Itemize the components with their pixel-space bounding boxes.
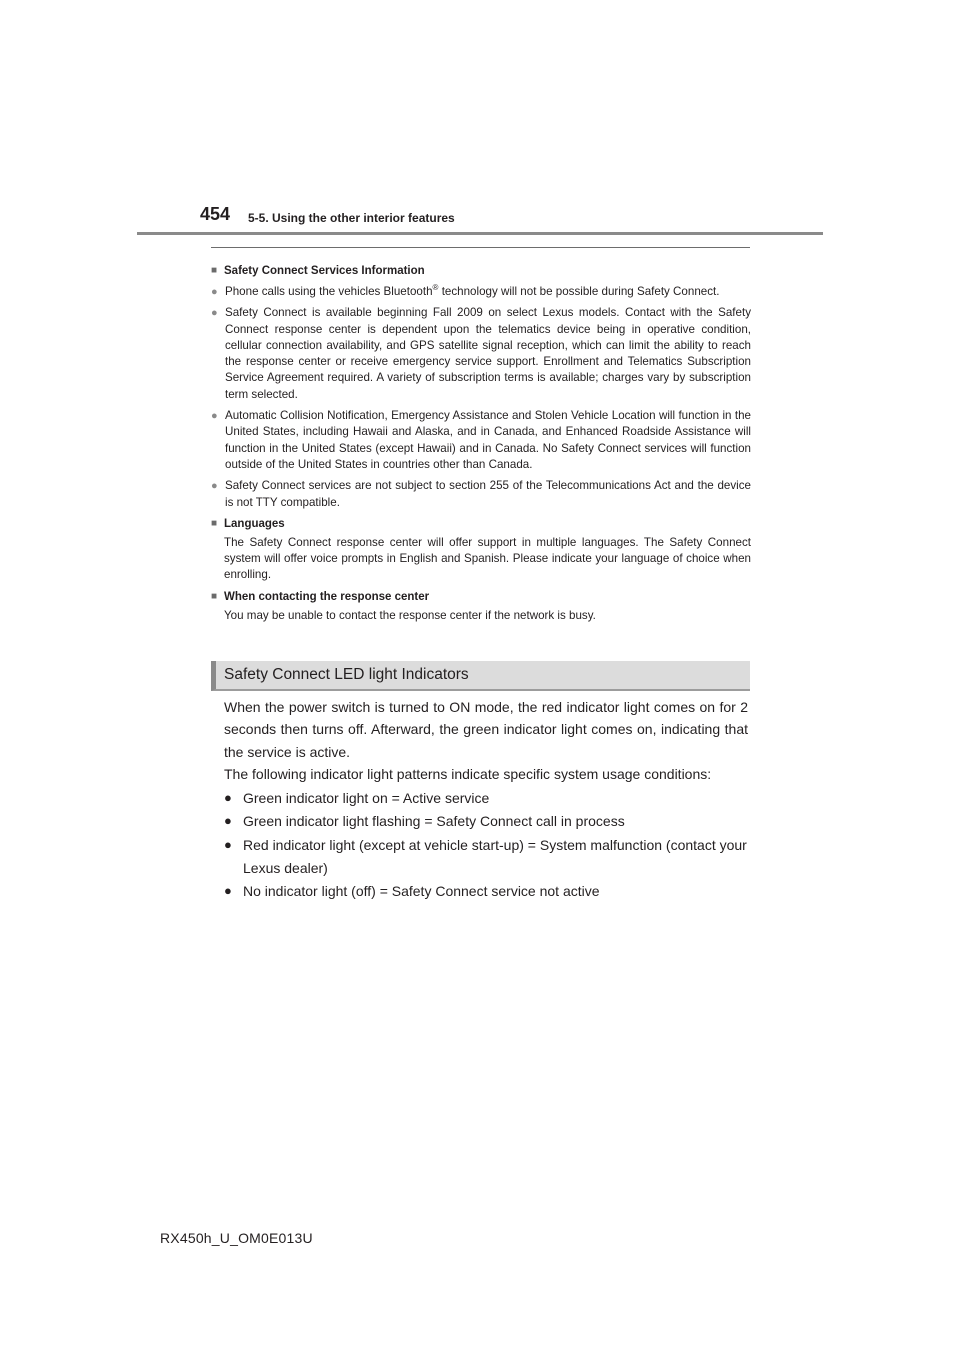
content-divider: [211, 247, 750, 248]
list-item: [211, 408, 751, 473]
section-title-bar: [211, 661, 750, 691]
page-number: 454: [200, 204, 231, 224]
page-header: [0, 0, 960, 240]
list-item: [211, 478, 751, 511]
note-heading-text: Safety Connect Services Information: [224, 265, 425, 277]
round-bullet-icon: ●: [211, 410, 218, 423]
list-item-text: Phone calls using the vehicles Bluetooth: [225, 285, 433, 298]
list-item-text: Green indicator light flashing = Safety Connect call in process: [243, 813, 625, 830]
list-item: [211, 284, 751, 300]
round-bullet-icon: ●: [224, 837, 232, 853]
footer-code: RX450h_U_OM0E013U: [160, 1230, 313, 1246]
note-heading-text: When contacting the response center: [224, 590, 430, 603]
round-bullet-icon: ●: [211, 480, 218, 493]
list-item: [211, 305, 751, 403]
round-bullet-icon: ●: [224, 883, 232, 899]
intro-paragraph: When the power switch is turned to ON mode, the red indicator light comes on for 2 seconds then turns off. Afterward, the green indicator light comes on, indicating that the service is active.: [224, 699, 748, 760]
note-paragraph: You may be unable to contact the response center if the network is busy.: [224, 608, 596, 622]
list-item-text: Red indicator light (except at vehicle start-up) = System malfunction (contact your Lexus dealer): [243, 837, 747, 876]
list-item-text: Automatic Collision Notification, Emergency Assistance and Stolen Vehicle Location will function in the United States, including Hawaii and Alaska, and in Canada, and Enhanced Roadside Assistance will function in the United States (except Hawaii) and in Canada. No Safety Connect services will function outside of the United States in countries other than Canada.: [225, 409, 751, 471]
round-bullet-icon: ●: [224, 789, 232, 805]
round-bullet-icon: ●: [211, 286, 218, 298]
note-paragraph: The Safety Connect response center will offer support in multiple languages. The Safety Connect system will offer voice prompts in English and Spanish. Please indicate your language of choice when enrolling.: [224, 535, 751, 582]
note-heading-languages: [211, 516, 751, 532]
list-item-text: Safety Connect services are not subject to section 255 of the Telecommunications Act and the device is not TTY compatible.: [225, 479, 751, 509]
square-bullet-icon: ■: [211, 265, 218, 276]
section-body: [224, 696, 748, 903]
round-bullet-icon: ●: [224, 813, 232, 829]
header-divider: [137, 232, 823, 235]
round-bullet-icon: ●: [211, 307, 218, 320]
square-bullet-icon: ■: [211, 590, 218, 602]
list-item-text: Green indicator light on = Active service: [243, 789, 490, 806]
list-item: [224, 810, 748, 832]
section-title: Safety Connect LED light Indicators: [224, 666, 469, 683]
list-item-text: Safety Connect is available beginning Fall 2009 on select Lexus models. Contact with the Safety Connect response center is dependent upon the telematics device being in operative condition, cellular connection availability, and GPS satellite signal reception, which can limit the ability to reach the response center or receive emergency service support. Enrollment and Telematics Subscription Service Agreement required. A variety of subscription terms is available; charges vary by subscription term selected.: [225, 306, 751, 401]
notes-block: [211, 258, 751, 624]
list-item: [224, 834, 748, 879]
lead-paragraph: The following indicator light patterns indicate specific system usage conditions:: [224, 765, 712, 782]
list-item-text: technology will not be possible during Safety Connect.: [441, 285, 720, 298]
square-bullet-icon: ■: [211, 517, 218, 529]
section-breadcrumb: 5-5. Using the other interior features: [248, 211, 455, 225]
note-heading-safety-services: [211, 263, 751, 279]
registered-mark: ®: [432, 283, 439, 293]
list-item: [224, 880, 748, 902]
note-heading-contacting: [211, 589, 751, 605]
note-heading-text: Languages: [224, 517, 285, 530]
list-item-text: No indicator light (off) = Safety Connect service not active: [243, 883, 600, 900]
list-item: [224, 787, 748, 809]
